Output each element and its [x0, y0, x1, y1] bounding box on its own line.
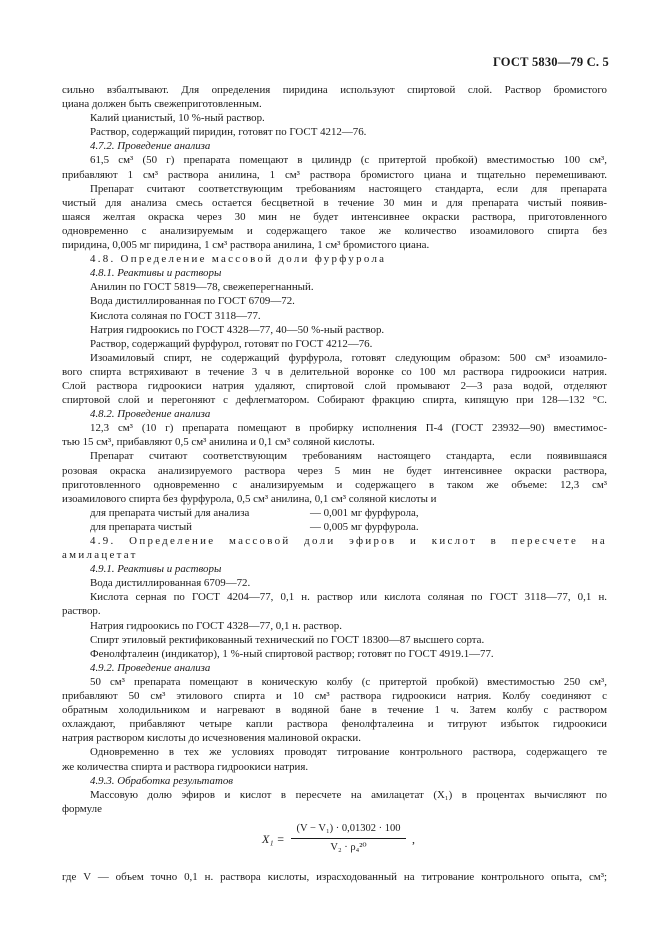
text-line: 4.9.2. Проведение анализа — [90, 661, 211, 674]
text-line: Натрия гидроокись по ГОСТ 4328—77, 0,1 н. раствор. — [90, 619, 342, 632]
text-line: шаяся желтая окраска через 30 мин не будет интенсивнее окраски раствора, приготовленного — [62, 210, 607, 223]
text-line: 4.8.1. Реактивы и растворы — [90, 267, 222, 280]
text-line: Раствор, содержащий фурфурол, готовят по ГОСТ 4212—76. — [90, 337, 373, 350]
text-line: Раствор, содержащий пиридин, готовят по ГОСТ 4212—76. — [90, 126, 367, 139]
text-line: одновременно с анализируемым и содержащего такое же количество изоамилового спирта без — [62, 224, 607, 237]
text-line: формуле — [62, 802, 102, 815]
text-line — [62, 506, 607, 520]
text-line: натрия раствором кислоты до исчезновения малиновой окраски. — [62, 732, 361, 745]
text-line: Фенолфталеин (индикатор), 1 %-ный спиртовой раствор; готовят по ГОСТ 4919.1—77. — [90, 647, 494, 660]
text-line: Слой раствора гидроокиси натрия удаляют, спиртовой слой промывают 2—3 раза водой, отделяют — [62, 379, 607, 392]
tab-value: — 0,005 мг фурфурола. — [310, 520, 419, 533]
where-line: где V — объем точно 0,1 н. раствора кислоты, израсходованный на титрование контрольного опыта, см³; — [62, 870, 607, 883]
document-body — [62, 83, 607, 884]
text-line: 61,5 см³ (50 г) препарата помещают в цилиндр (с притертой пробкой) вместимостью 100 см³, — [90, 154, 607, 167]
text-line: пиридина, 0,005 мг пиридина, 1 см³ раствора анилина, 1 см³ бромистого циана. — [62, 239, 430, 252]
text-line: охлаждают, прибавляют четыре капли раствора фенолфталеина и титруют избыток гидроокиси — [62, 718, 607, 731]
text-line: Анилин по ГОСТ 5819—78, свежеперегнанный. — [90, 281, 314, 294]
text-line: вого спирта встряхивают в течение 3 ч в делительной воронке со 100 мл раствора гидроокиси натрия. — [62, 365, 607, 378]
text-line: Натрия гидроокись по ГОСТ 4328—77, 40—50 %-ный раствор. — [90, 323, 385, 336]
text-line: Вода дистиллированная по ГОСТ 6709—72. — [90, 295, 295, 308]
tab-value: — 0,001 мг фурфурола, — [310, 506, 419, 519]
text-line: Одновременно в тех же условиях проводят титрование контрольного раствора, содержащего те — [90, 746, 607, 759]
text-line: чистый для анализа смесь остается бесцветной в течение 30 мин и для препарата чистый появив- — [62, 196, 607, 209]
text-line: амилацетат — [62, 549, 138, 562]
text-line: 12,3 см³ (10 г) препарата помещают в пробирку исполнения П-4 (ГОСТ 23932—90) вместимос- — [90, 422, 607, 435]
text-line: Препарат считают соответствующим требованиям настоящего стандарта, если для препарата — [90, 182, 607, 195]
text-lines — [62, 83, 607, 816]
text-line: Кислота серная по ГОСТ 4204—77, 0,1 н. раствор или кислота соляная по ГОСТ 3118—77, 0,1 н. — [90, 591, 607, 604]
text-line: прибавляют 50 см³ этилового спирта и 10 см³ раствора гидроокиси натрия. Колбу соединяют с — [62, 690, 607, 703]
text-line: Кислота соляная по ГОСТ 3118—77. — [90, 309, 261, 322]
text-line: 4.9.1. Реактивы и растворы — [90, 563, 222, 576]
text-line: спиртовой слой и перегоняют с дефлегматором. Собирают фракцию спирта, кипящую при 128—132 °С. — [62, 394, 607, 407]
text-line: циана должен быть свежеприготовленным. — [62, 98, 262, 111]
text-line: розовая окраска анализируемого раствора через 5 мин не будет интенсивнее окраски раствора, — [62, 464, 607, 477]
text-line: Изоамиловый спирт, не содержащий фурфурола, готовят следующим образом: 500 см³ изоамило- — [90, 351, 607, 364]
text-line: 4.8. Определение массовой доли фурфурола — [90, 253, 387, 266]
text-line: 4.9. Определение массовой доли эфиров и кислот в пересчете на — [90, 535, 607, 547]
text-line: же количества спирта и раствора гидроокиси натрия. — [62, 760, 309, 773]
text-line: 4.8.2. Проведение анализа — [90, 408, 211, 421]
tab-label: для препарата чистый — [90, 520, 192, 533]
formula-lhs: X₁ = — [262, 831, 285, 846]
text-line: Препарат считают соответствующим требованиям настоящего стандарта, если появившаяся — [90, 450, 607, 463]
tab-label: для препарата чистый для анализа — [90, 506, 250, 519]
text-line: Вода дистиллированная 6709—72. — [90, 577, 251, 590]
text-line: раствор. — [62, 605, 101, 618]
formula-fraction — [291, 822, 406, 855]
text-line: 4.7.2. Проведение анализа — [90, 140, 211, 153]
text-line: 50 см³ препарата помещают в коническую колбу (с притертой пробкой) вместимостью 250 см³, — [90, 675, 607, 688]
text-line: изоамилового спирта без фурфурола, 0,5 см³ анилина, 0,1 см³ соляной кислоты и — [62, 492, 437, 505]
text-line: приготовленного одновременно с анализируемым и содержащего в таком же объеме: 12,3 см³ — [62, 478, 607, 491]
text-line: прибавляют 1 см³ раствора анилина, 1 см³ раствора бромистого циана и тщательно перемешивают. — [62, 168, 607, 181]
formula — [62, 820, 607, 864]
page-header: ГОСТ 5830—79 С. 5 — [492, 55, 609, 69]
formula-comma: , — [412, 831, 415, 846]
text-line: Массовую долю эфиров и кислот в пересчете на амилацетат (X₁) в процентах вычисляют по — [90, 788, 607, 801]
text-line: Калий цианистый, 10 %-ный раствор. — [90, 112, 265, 125]
text-line — [62, 520, 607, 534]
text-line: Спирт этиловый ректификованный технический по ГОСТ 18300—87 высшего сорта. — [90, 633, 485, 646]
formula-numerator: (V − V₁) · 0,01302 · 100 — [291, 822, 406, 839]
text-line: сильно взбалтывают. Для определения пиридина используют спиртовой слой. Раствор бромистого — [62, 84, 607, 96]
text-line: 4.9.3. Обработка результатов — [90, 774, 233, 787]
text-line: тью 15 см³, прибавляют 0,5 см³ анилина и 0,1 см³ соляной кислоты. — [62, 436, 375, 449]
text-line: обратным холодильником и нагревают в водяной бане в течение 1 ч. Затем колбу с раствором — [62, 704, 607, 717]
formula-denominator: V₂ · ρ₄²⁰ — [330, 841, 367, 853]
